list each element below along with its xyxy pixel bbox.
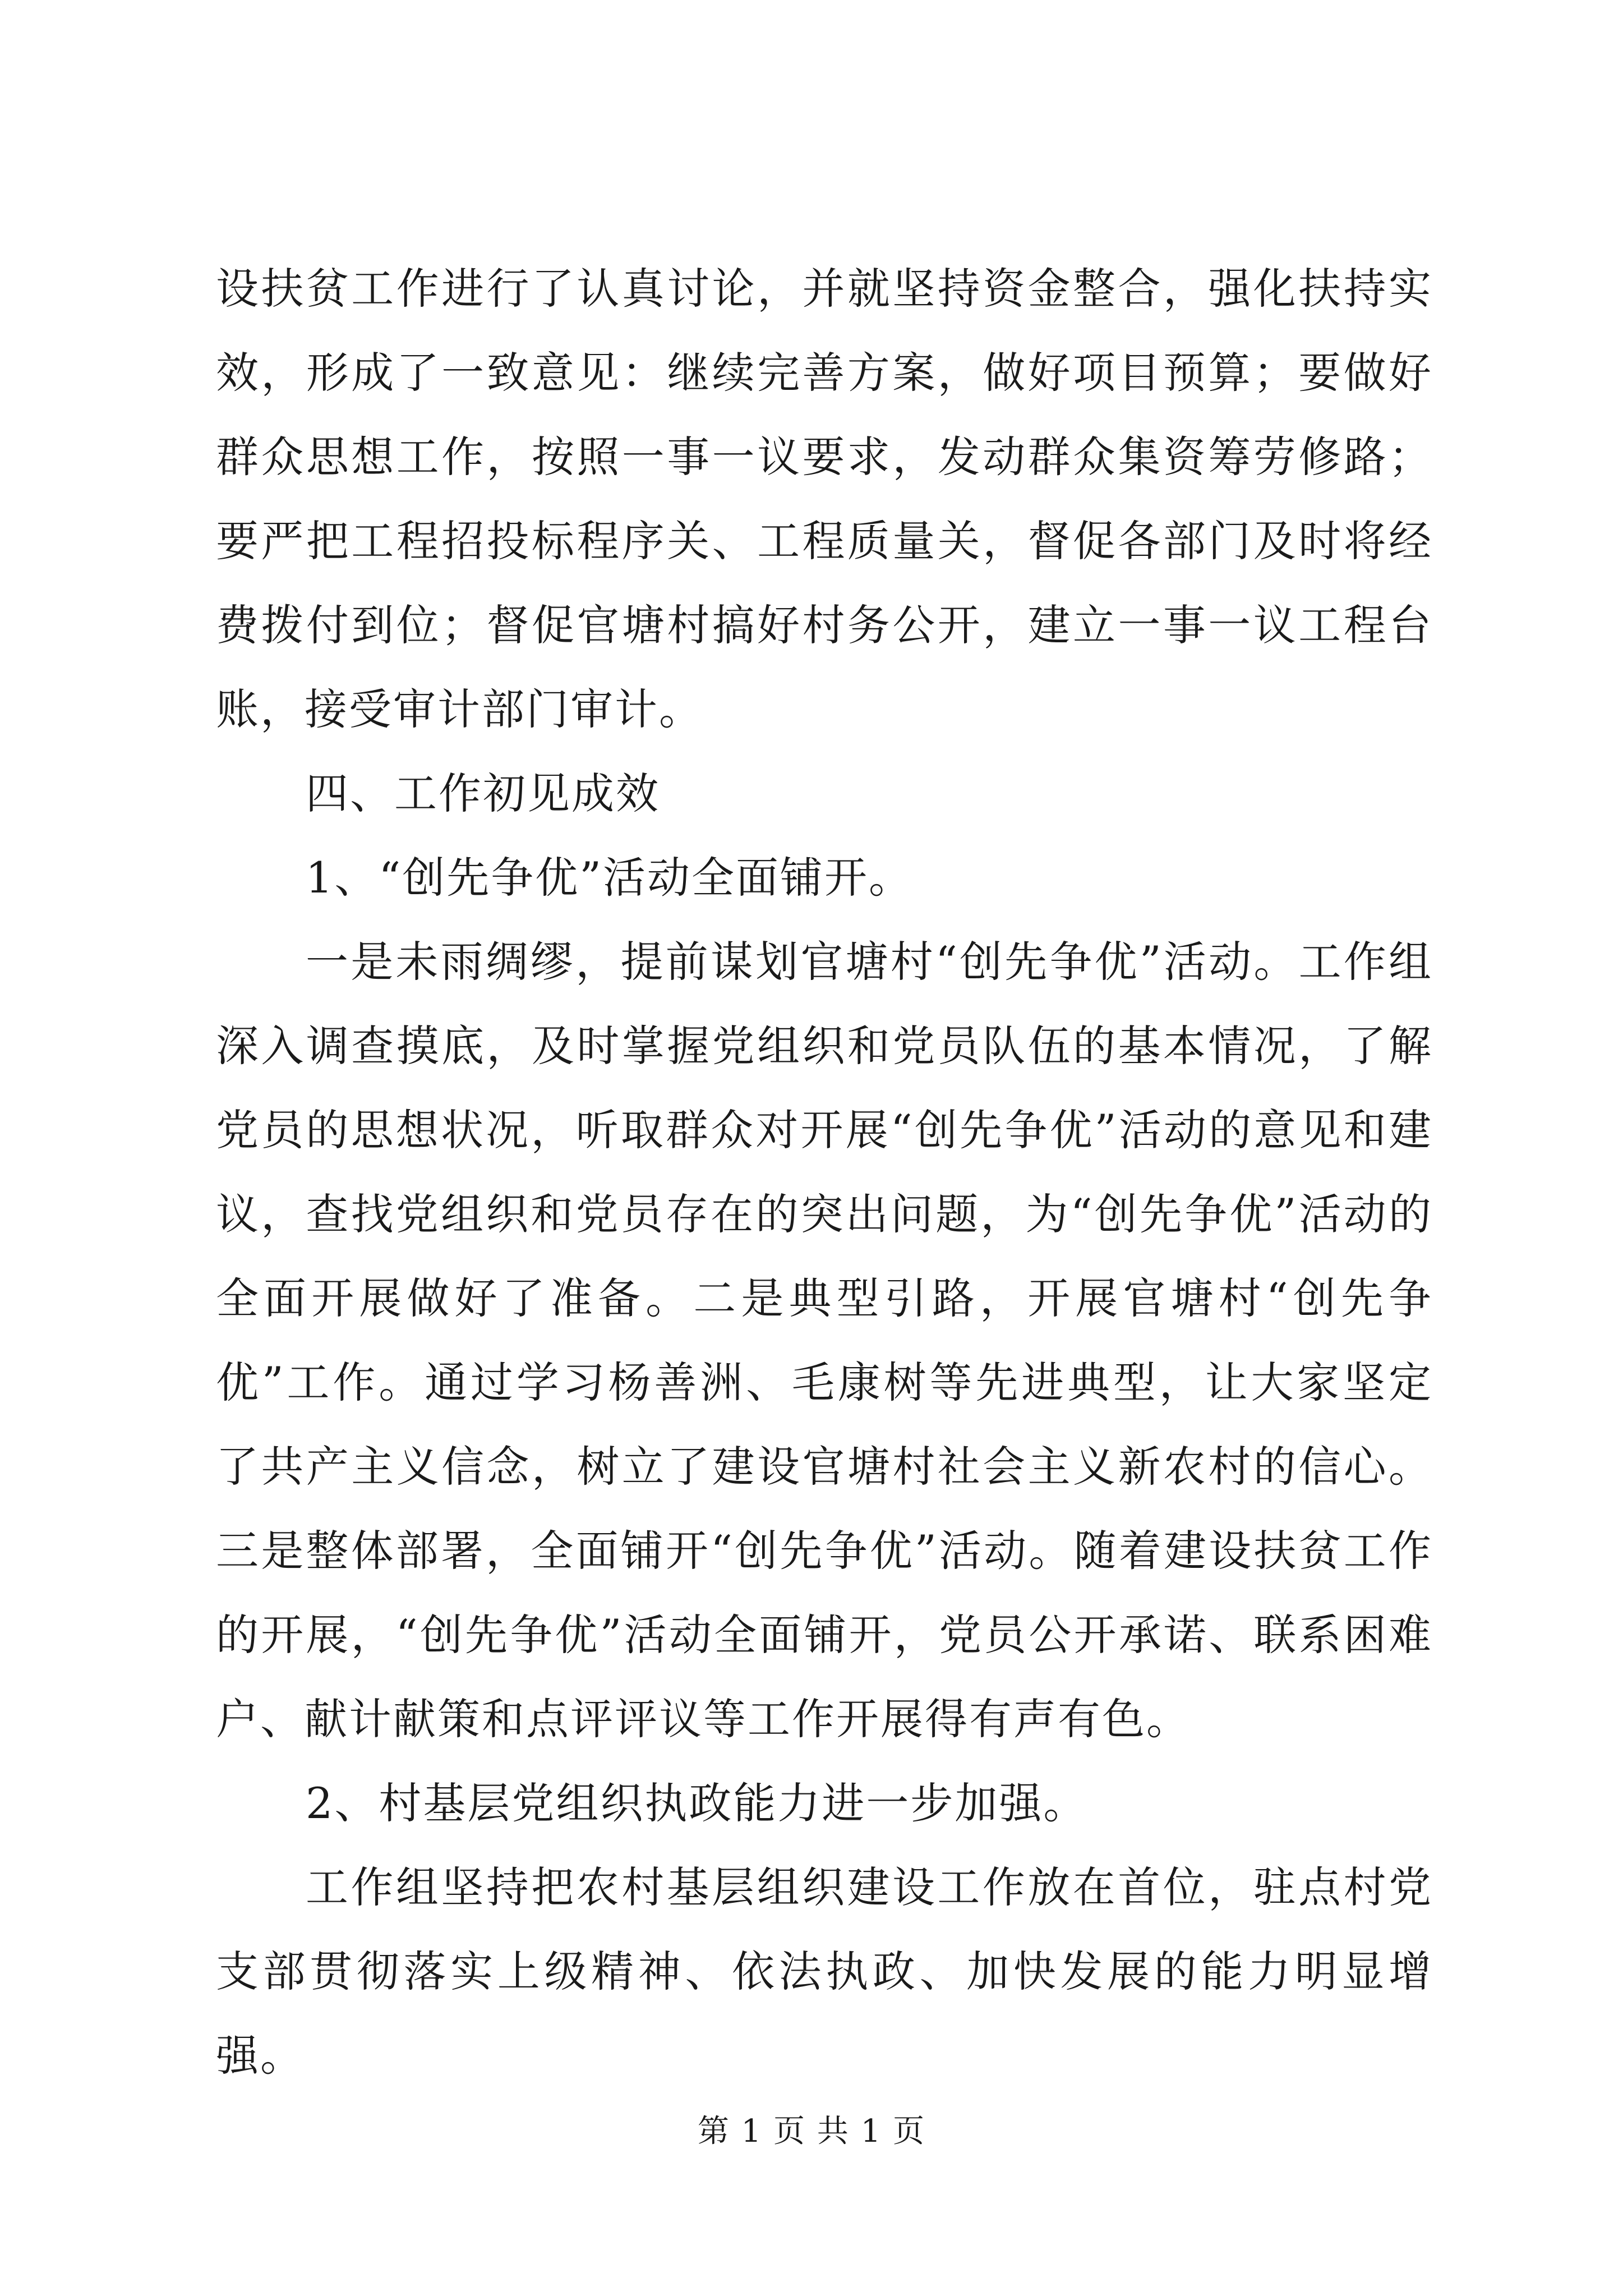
paragraph-continuation: 设扶贫工作进行了认真讨论，并就坚持资金整合，强化扶持实效，形成了一致意见：继续完善方案，做好项目预算；要做好群众思想工作，按照一事一议要求，发动群众集资筹劳修路；要严把工程招投标程序关、工程质量关，督促各部门及时将经费拨付到位；督促官塘村搞好村务公开，建立一事一议工程台账，接受审计部门审计。 <box>216 264 1433 734</box>
paragraph: 工作组坚持把农村基层组织建设工作放在首位，驻点村党支部贯彻落实上级精神、依法执政、加快发展的能力明显增强。 <box>216 1862 1433 2081</box>
document-body <box>216 247 1433 2098</box>
subsection-heading: 1、“创先争优”活动全面铺开。 <box>306 853 914 903</box>
subsection-heading: 2、村基层党组织执政能力进一步加强。 <box>306 1778 1088 1828</box>
page-number-footer: 第 1 页 共 1 页 <box>697 2113 926 2150</box>
paragraph: 一是未雨绸缪，提前谋划官塘村“创先争优”活动。工作组深入调查摸底，及时掌握党组织和党员队伍的基本情况，了解党员的思想状况，听取群众对开展“创先争优”活动的意见和建议，查找党组织和党员存在的突出问题，为“创先争优”活动的全面开展做好了准备。二是典型引路，开展官塘村“创先争优”工作。通过学习杨善洲、毛康树等先进典型，让大家坚定了共产主义信念，树立了建设官塘村社会主义新农村的信心。三是整体部署，全面铺开“创先争优”活动。随着建设扶贫工作的开展，“创先争优”活动全面铺开，党员公开承诺、联系困难户、献计献策和点评评议等工作开展得有声有色。 <box>216 937 1433 1744</box>
section-heading: 四、工作初见成效 <box>306 769 660 818</box>
